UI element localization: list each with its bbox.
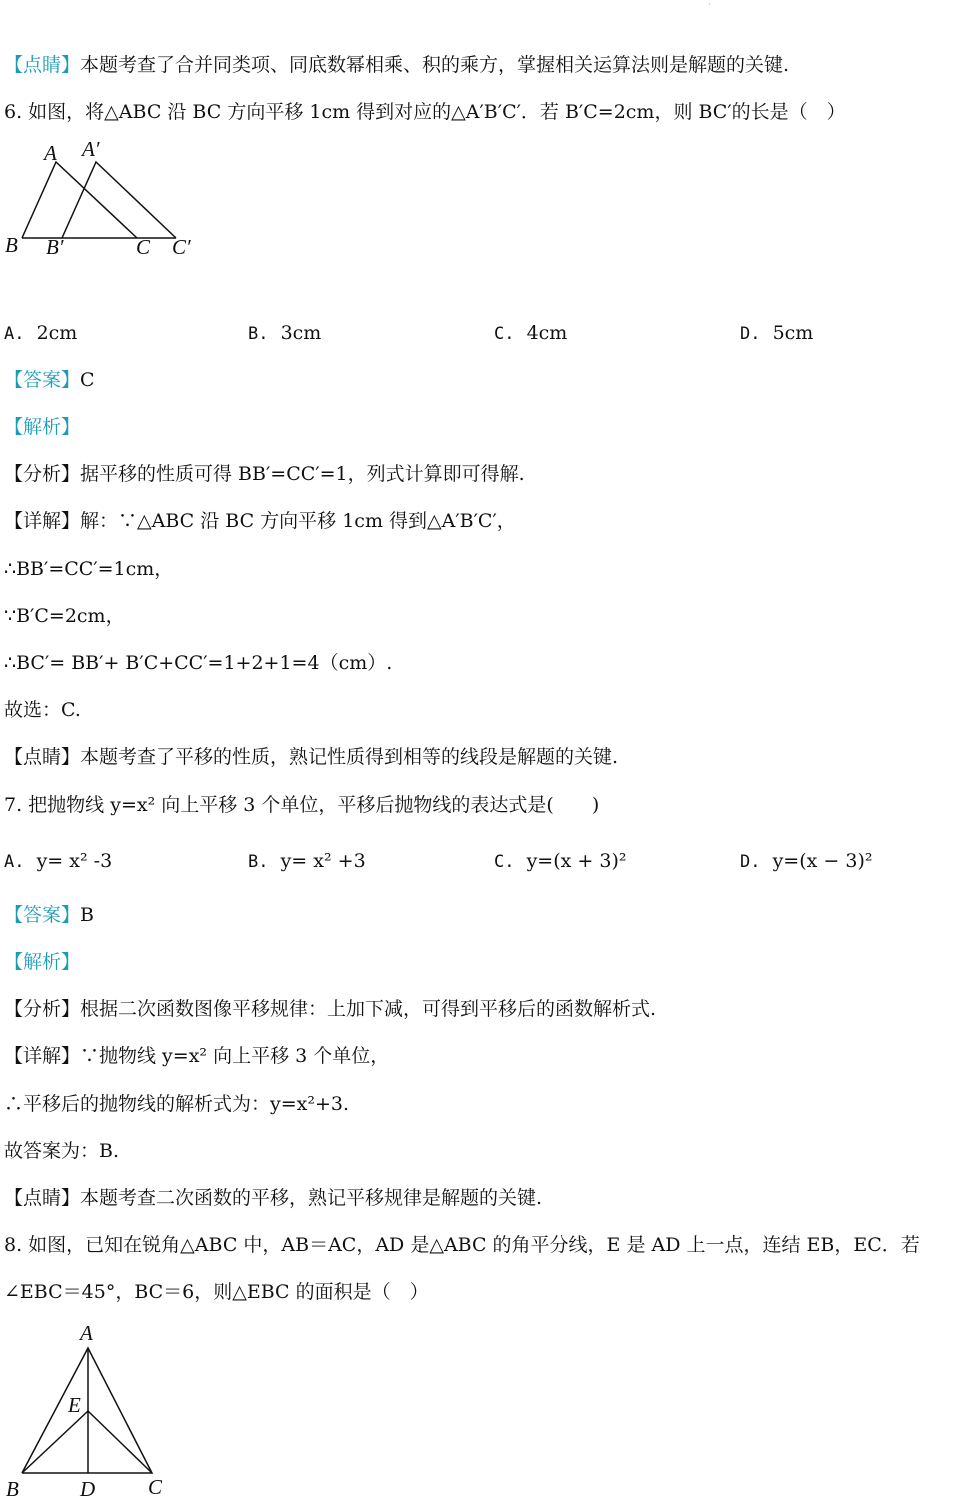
q6-choose: 故选：C. — [4, 699, 81, 721]
label-b: B — [6, 1477, 19, 1499]
segment-eb — [22, 1411, 88, 1473]
q8-stem-line-1: 8. 如图，已知在锐角△ABC 中，AB＝AC，AD 是△ABC 的角平分线，E 是 AD 上一点，连结 EB，EC．若 — [4, 1234, 920, 1256]
label-e: E — [68, 1393, 81, 1417]
q7-option-b: B. y= x² +3 — [248, 850, 366, 872]
q6-figure — [0, 135, 210, 270]
q6-analysis-tag: 【解析】 — [4, 416, 81, 438]
comment-text: 本题考查了合并同类项、同底数幂相乘、积的乘方，掌握相关运算法则是解题的关键. — [80, 54, 790, 76]
q6-option-c: C. 4cm — [494, 322, 568, 344]
q7-choose: 故答案为：B. — [4, 1140, 120, 1162]
q6-comment: 【点睛】本题考查了平移的性质，熟记性质得到相等的线段是解题的关键. — [4, 746, 619, 768]
q6-option-a: A. 2cm — [4, 322, 78, 344]
segment-ec — [88, 1411, 152, 1473]
q6-xiangjie: 【详解】解：∵△ABC 沿 BC 方向平移 1cm 得到△A′B′C′， — [4, 510, 516, 532]
label-d: D — [80, 1477, 96, 1499]
label-c: C — [148, 1475, 163, 1499]
label-b: B — [5, 233, 18, 257]
label-c-prime: C′ — [172, 235, 191, 259]
q6-answer: 【答案】C — [4, 369, 95, 391]
label-a: A — [44, 141, 57, 165]
q6-step-3: ∴BC′= BB′+ B′C+CC′=1+2+1=4（cm）. — [4, 652, 393, 674]
q7-comment: 【点睛】本题考查二次函数的平移，熟记平移规律是解题的关键. — [4, 1187, 543, 1209]
label-b-prime: B′ — [46, 235, 64, 259]
label-a-prime: A′ — [82, 137, 100, 161]
q7-xiangjie: 【详解】∵抛物线 y=x² 向上平移 3 个单位， — [4, 1045, 390, 1067]
scan-dot: · — [708, 0, 711, 9]
comment-tag: 【点睛】 — [4, 54, 81, 76]
q6-option-b: B. 3cm — [248, 322, 322, 344]
q6-step-2: ∵B′C=2cm， — [4, 605, 125, 627]
q7-option-d: D. y=(x − 3)² — [740, 850, 873, 872]
q6-fenxi: 【分析】据平移的性质可得 BB′=CC′=1，列式计算即可得解. — [4, 463, 525, 485]
q7-analysis-tag: 【解析】 — [4, 951, 81, 973]
label-a: A — [80, 1321, 93, 1345]
q6-option-d: D. 5cm — [740, 322, 814, 344]
q7-option-a: A. y= x² -3 — [4, 850, 113, 872]
q8-figure — [0, 1318, 200, 1499]
q8-stem-line-2: ∠EBC＝45°，BC＝6，则△EBC 的面积是（ ） — [4, 1281, 429, 1303]
q7-answer: 【答案】B — [4, 904, 94, 926]
q7-step-1: ∴平移后的抛物线的解析式为：y=x²+3. — [4, 1093, 350, 1115]
label-c: C — [136, 235, 151, 259]
q5-comment — [4, 52, 789, 78]
q7-stem: 7. 把抛物线 y=x² 向上平移 3 个单位，平移后抛物线的表达式是( ) — [4, 794, 600, 816]
q7-fenxi: 【分析】根据二次函数图像平移规律：上加下减，可得到平移后的函数解析式. — [4, 998, 657, 1020]
triangle-a2b2c2 — [62, 162, 176, 238]
q6-step-1: ∴BB′=CC′=1cm， — [4, 558, 174, 580]
q6-stem: 6. 如图，将△ABC 沿 BC 方向平移 1cm 得到对应的△A′B′C′．若 B′C=2cm，则 BC′的长是（ ） — [4, 101, 846, 123]
q7-option-c: C. y=(x + 3)² — [494, 850, 627, 872]
